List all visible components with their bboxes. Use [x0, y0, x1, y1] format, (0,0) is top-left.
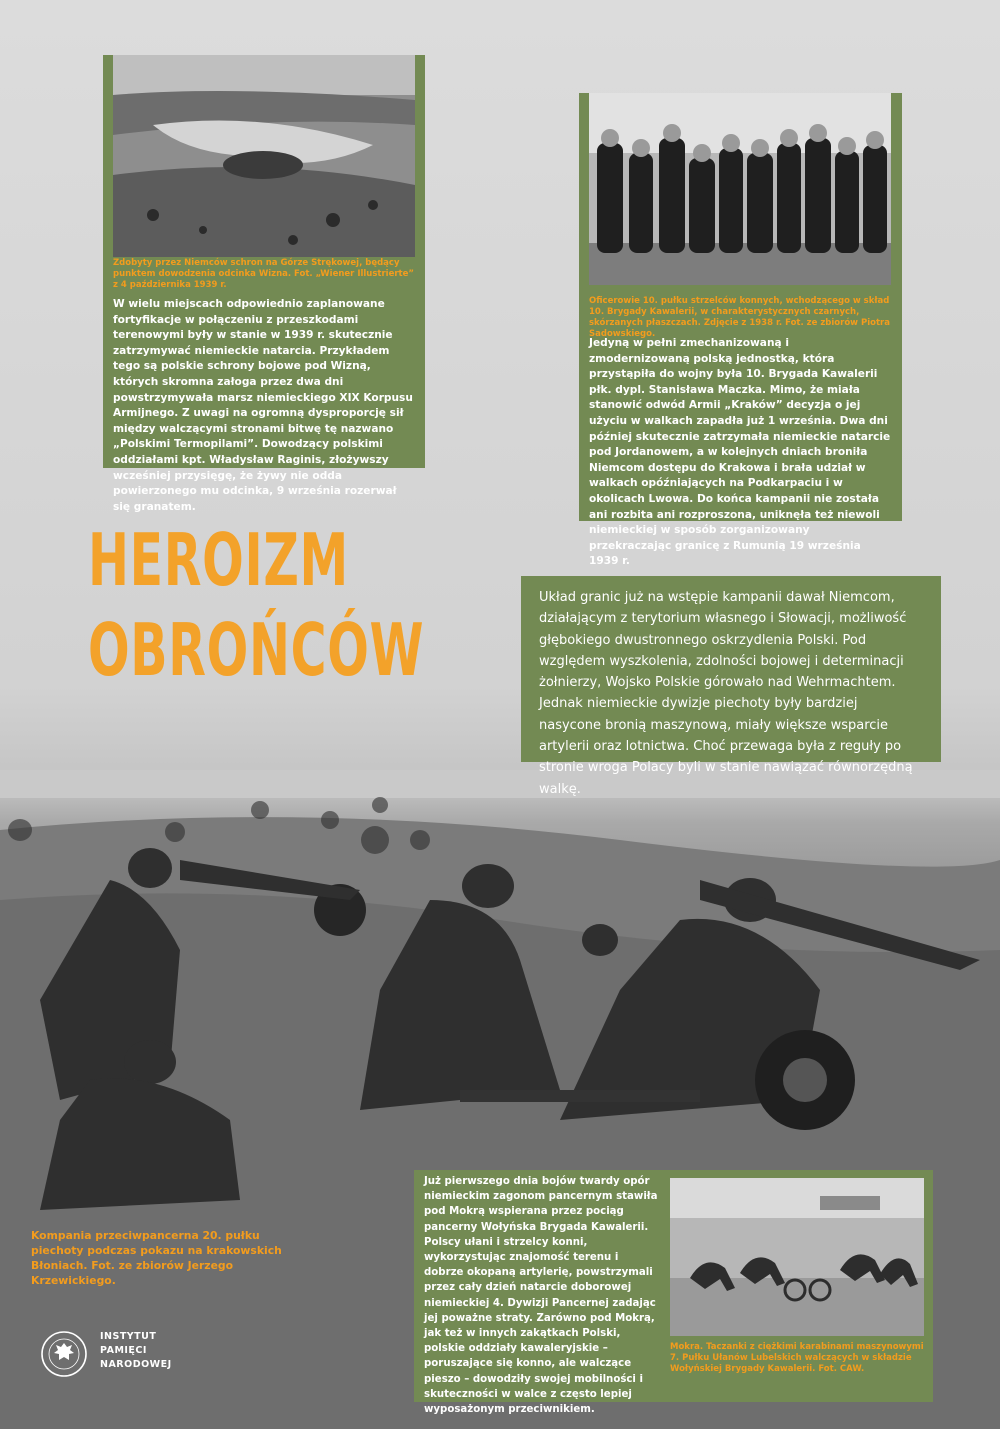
- maczek-photo-caption: Oficerowie 10. pułku strzelców konnych, wchodzącego w skład 10. Brygady Kawalerii, w charakterystycznych czarnych, skórzanych płaszczach. Zdjęcie z 1938 r. Fot. ze zbiorów Piotra Sadowskiego.: [589, 296, 890, 339]
- maczek-panel: [579, 93, 902, 568]
- title-line-1: HEROIZM: [88, 518, 349, 602]
- wizna-panel: [103, 55, 425, 513]
- logo-line-2: PAMIĘCI: [100, 1345, 147, 1356]
- wizna-body-text: W wielu miejscach odpowiednio zaplanowane fortyfikacje w połączeniu z przeszkodami terenowymi były w stanie w 1939 r. skutecznie zatrzymywać niemieckie natarcia. Przykładem tego są polskie schrony bojowe pod Wizną, których skromna załoga przez dwa dni powstrzymywała marsz niemieckiego XIX Korpusu Armijnego. Z uwagi na ogromną dysproporcję sił między walczącymi stronami bitwę tę nazwano „Polskimi Termopilami”. Dowodzący polskimi oddziałami kpt. Władysław Raginis, złożywszy wcześniej przysięgę, że żywy nie odda powierzonego mu odcinka, 9 września rozerwał się granatem.: [113, 298, 413, 513]
- maczek-body-text: Jedyną w pełni zmechanizowaną i zmodernizowaną polską jednostką, która przystąpiła do wojny była 10. Brygada Kawalerii płk. dypl. Stanisława Maczka. Mimo, że miała stanowić odwód Armii „Kraków” decyzja o jej użyciu w walkach zapadła już 1 września. Dwa dni później skutecznie zatrzymała niemieckie natarcie pod Jordanowem, a w kolejnych dniach broniła Niemcom dostępu do Krakowa i brała udział w walkach opóźniających na Podkarpaciu i w okolicach Lwowa. Do końca kampanii nie została ani rozbita ani rozproszona, uniknęła też niewoli niemieckiej w sposób zorganizowany przekraczając granicę z Rumunią 19 września 1939 r.: [589, 337, 891, 568]
- antitank-photo-caption: Kompania przeciwpancerna 20. pułku piechoty podczas pokazu na krakowskich Błoniach. Fot. ze zbiorów Jerzego Krzewickiego.: [31, 1229, 282, 1287]
- mokra-machine-gun-carts-photo: [670, 1178, 924, 1336]
- mokra-panel: [414, 1170, 933, 1416]
- logo-line-3: NARODOWEJ: [100, 1359, 172, 1370]
- officers-10th-regiment-photo: [589, 93, 891, 285]
- wizna-bunker-photo: [113, 55, 415, 257]
- logo-line-1: INSTYTUT: [100, 1331, 157, 1342]
- intro-panel: Układ granic już na wstępie kampanii dawał Niemcom, działającym z terytorium własnego i Słowacji, możliwość głębokiego dwustronnego oskrzydlenia Polski. Pod względem wyszkolenia, zdolności bojowej i determinacji żołnierzy, Wojsko Polskie górowało nad Wehrmachtem. Jednak niemieckie dywizje piechoty były bardziej nasycone bronią maszynową, miały większe wsparcie artylerii oraz lotnictwa. Choć przewaga była z reguły po stronie wroga Polacy byli w stanie nawiązać równorzędną walkę.: [521, 576, 941, 762]
- wizna-photo-caption: Zdobyty przez Niemców schron na Górze Strękowej, będący punktem dowodzenia odcinka Wizna. Fot. „Wiener Illustrierte” z 4 października 1939 r.: [113, 258, 414, 290]
- ipn-logo: [40, 1330, 200, 1380]
- title-line-2: OBROŃCÓW: [88, 608, 425, 692]
- eagle-seal-icon: [40, 1330, 88, 1378]
- mokra-body-text: Już pierwszego dnia bojów twardy opór niemieckim zagonom pancernym stawiła pod Mokrą wspierana przez pociąg pancerny Wołyńska Brygada Kawalerii. Polscy ułani i strzelcy konni, wykorzystując znajomość terenu i dobrze okopaną artylerię, powstrzymali przez cały dzień natarcie doborowej niemieckiej 4. Dywizji Pancernej zadając jej poważne straty. Zarówno pod Mokrą, jak też w innych zakątkach Polski, polskie oddziały kawaleryjskie – poruszające się konno, ale walczące pieszo – dowodziły swojej mobilności i skuteczności w walce z często lepiej wyposażonym przeciwnikiem.: [424, 1176, 658, 1416]
- mokra-photo-caption: Mokra. Taczanki z ciężkimi karabinami maszynowymi 7. Pułku Ułanów Lubelskich walczących w składzie Wołyńskiej Brygady Kawalerii. Fot. CAW.: [670, 1342, 924, 1374]
